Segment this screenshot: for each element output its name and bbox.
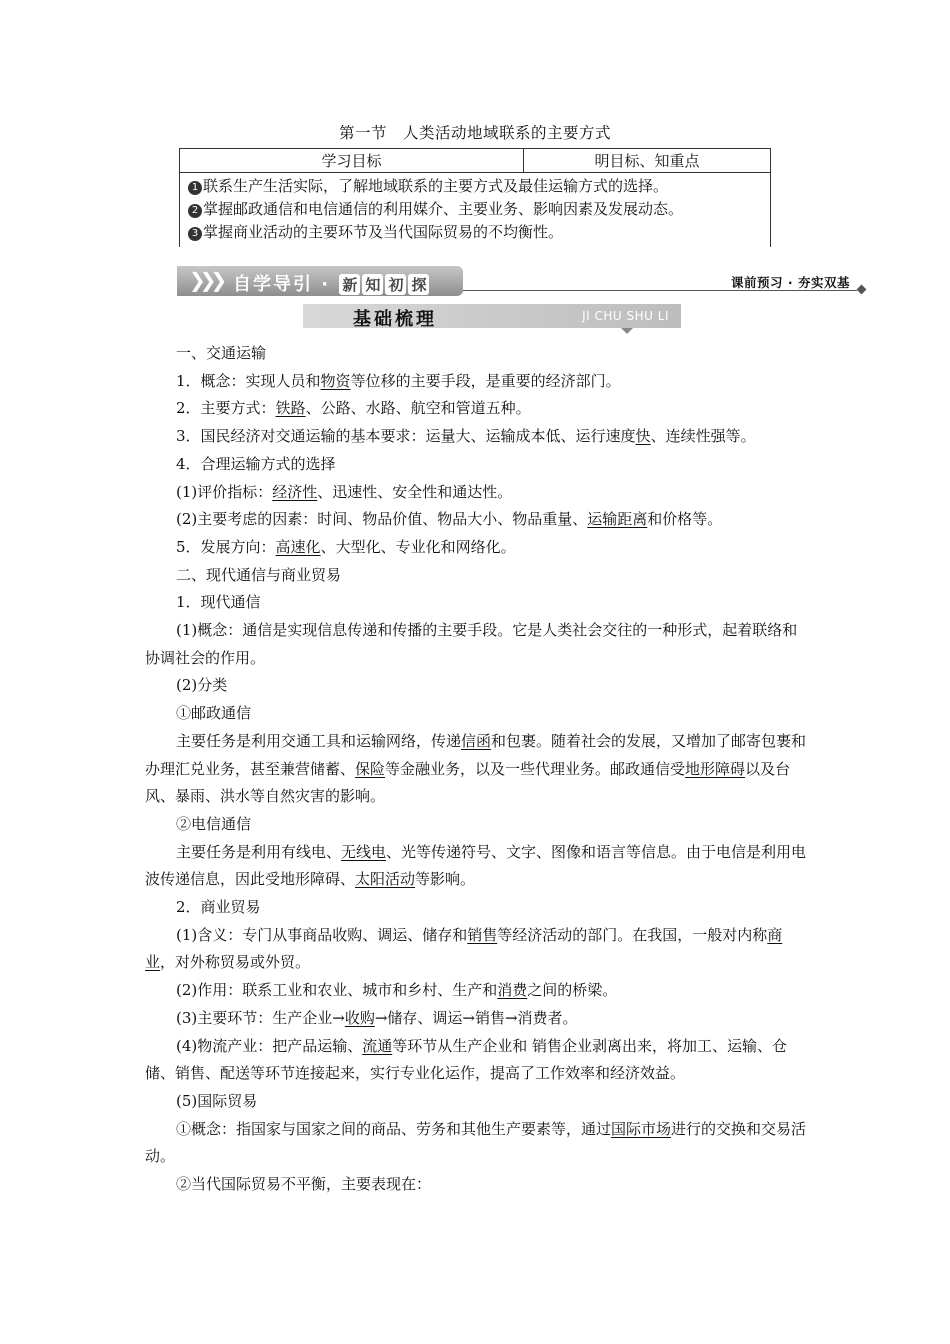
body-paragraph	[145, 423, 809, 451]
text-run: 进行的交换和交易活动。	[145, 1119, 807, 1166]
text-run: 等影响。	[415, 870, 476, 889]
text-run: ①概念：指国家与国家之间的商品、劳务和其他生产要素等，通过	[176, 1119, 612, 1138]
banner-char: 新	[339, 274, 360, 295]
banner-char: 初	[385, 274, 406, 295]
objective-item	[188, 175, 770, 198]
underlined-keyword: 运输距离	[587, 510, 648, 529]
objective-text: 掌握邮政通信和电信通信的利用媒介、主要业务、影响因素及发展动态。	[203, 200, 684, 218]
underlined-keyword: 信函	[461, 731, 492, 750]
body-paragraph	[145, 811, 809, 839]
text-run: 、光等传递符号、文字、图像和语言等信息。由于电信是利用电波传递信息，因此受地形障碍、	[145, 842, 807, 889]
text-run: 、大型化、专业化和网络化。	[320, 537, 516, 556]
underlined-keyword: 高速化	[275, 537, 321, 556]
body-paragraph	[145, 368, 809, 396]
banner-main-text: 自学导引	[233, 274, 313, 295]
text-run: (1)概念：通信是实现信息传递和传播的主要手段。它是人类社会交往的一种形式，起着联络和协调社会的作用。	[145, 621, 798, 667]
underlined-keyword: 经济性	[272, 482, 318, 501]
underlined-keyword: 快	[635, 427, 651, 446]
banner-title	[233, 270, 430, 296]
caret-down-icon	[621, 328, 633, 334]
text-run: 以及台风、暴雨、洪水等自然灾害的影响。	[145, 759, 791, 806]
text-run: (2)主要考虑的因素：时间、物品价值、物品大小、物品重量、	[176, 510, 588, 529]
objective-item	[188, 198, 770, 221]
text-run: (2)分类	[176, 676, 228, 695]
body-paragraph	[145, 1088, 809, 1116]
number-badge-icon: 1	[188, 181, 202, 195]
objectives-header-right: 明目标、知重点	[524, 149, 771, 173]
subheading-pinyin: JI CHU SHU LI	[582, 309, 669, 323]
underlined-keyword: 保险	[355, 759, 386, 778]
body-paragraph	[145, 589, 809, 617]
underlined-keyword: 国际市场	[611, 1119, 672, 1138]
text-run: 、连续性强等。	[650, 427, 756, 446]
underlined-keyword: 地形障碍	[685, 759, 746, 778]
text-run: →储存、调运→销售→消费者。	[374, 1008, 578, 1027]
text-run: 3．国民经济对交通运输的基本要求：运量大、运输成本低、运行速度	[176, 427, 636, 446]
objective-text: 掌握商业活动的主要环节及当代国际贸易的不均衡性。	[203, 223, 564, 241]
body-paragraph	[145, 1116, 809, 1171]
body-paragraph	[145, 451, 809, 479]
body-paragraph	[145, 1033, 809, 1088]
text-run: 、迅速性、安全性和通达性。	[317, 482, 513, 501]
text-run: 一、交通运输	[176, 344, 267, 362]
objectives-header-left: 学习目标	[180, 149, 524, 173]
banner-char: 探	[408, 274, 429, 295]
body-paragraph	[145, 479, 809, 507]
body-paragraph	[145, 894, 809, 922]
body-paragraph	[145, 506, 809, 534]
body-paragraph	[145, 534, 809, 562]
document-body	[145, 340, 809, 1199]
number-badge-icon: 3	[188, 227, 202, 241]
learning-objectives-table	[179, 148, 771, 247]
text-run: (1)评价指标：	[176, 482, 273, 501]
text-run: 1．现代通信	[176, 593, 261, 612]
underlined-keyword: 消费	[497, 981, 528, 1000]
body-paragraph	[145, 395, 809, 423]
subheading-bar	[303, 304, 681, 328]
underlined-keyword: 销售	[467, 925, 498, 944]
text-run: (1)含义：专门从事商品收购、调运、储存和	[176, 925, 468, 944]
underlined-keyword: 流通	[362, 1036, 393, 1055]
underlined-keyword: 太阳活动	[355, 870, 416, 889]
text-run: (2)作用：联系工业和农业、城市和乡村、生产和	[176, 981, 498, 1000]
banner-dot: ·	[321, 274, 331, 295]
text-run: 等位移的主要手段，是重要的经济部门。	[350, 371, 621, 390]
objective-item	[188, 221, 770, 244]
text-run: ②当代国际贸易不平衡，主要表现在：	[176, 1175, 432, 1194]
underlined-keyword: 收购	[344, 1008, 375, 1027]
text-run: (3)主要环节：生产企业→	[176, 1008, 345, 1027]
text-run: 2．主要方式：	[176, 399, 276, 418]
double-chevron-icon: ❯❯❯	[189, 268, 222, 292]
text-run: 等经济活动的部门。在我国，一般对内称	[497, 925, 768, 944]
number-badge-icon: 2	[188, 204, 202, 218]
body-paragraph	[145, 672, 809, 700]
subheading-title: 基础梳理	[353, 309, 437, 330]
text-run: 等金融业务，以及一些代理业务。邮政通信受	[385, 759, 686, 778]
text-run: 4．合理运输方式的选择	[176, 454, 336, 473]
text-run: 主要任务是利用交通工具和运输网络，传递	[176, 731, 462, 750]
body-paragraph	[145, 617, 809, 672]
text-run: 、公路、水路、航空和管道五种。	[305, 399, 531, 418]
underlined-keyword: 物资	[320, 371, 351, 390]
underlined-keyword: 无线电	[341, 842, 387, 861]
text-run: 2．商业贸易	[176, 898, 261, 917]
text-run: ①邮政通信	[176, 704, 252, 723]
text-run: (4)物流产业：把产品运输、	[176, 1036, 363, 1055]
banner-char: 知	[362, 274, 383, 295]
body-paragraph	[145, 922, 809, 977]
text-run: ②电信通信	[176, 814, 252, 833]
body-paragraph	[145, 1005, 809, 1033]
body-paragraph	[145, 839, 809, 894]
text-run: ，对外称贸易或外贸。	[160, 953, 311, 972]
section-banner	[177, 266, 463, 296]
text-run: 二、现代通信与商业贸易	[176, 565, 342, 584]
body-paragraph	[145, 700, 809, 728]
text-run: 和包裹。随着社会的发展，又增加了邮寄包裹和办理汇兑业务，甚至兼营储蓄、	[145, 731, 807, 778]
underlined-keyword: 铁路	[275, 399, 306, 418]
banner-right-text: 课前预习 · 夯实双基	[731, 275, 850, 290]
text-run: 等环节从生产企业和 销售企业剥离出来，将加工、运输、仓储、销售、配送等环节连接起来，实行专业化运作，提高了工作效率和经济效益。	[145, 1036, 788, 1083]
body-paragraph	[145, 977, 809, 1005]
diamond-icon	[857, 285, 867, 295]
text-run: 和价格等。	[647, 510, 723, 529]
text-run: 1．概念：实现人员和	[176, 371, 321, 390]
objective-text: 联系生产生活实际，了解地域联系的主要方式及最佳运输方式的选择。	[203, 177, 669, 195]
text-run: 主要任务是利用有线电、	[176, 842, 342, 861]
text-run: 5．发展方向：	[176, 537, 276, 556]
text-run: (5)国际贸易	[176, 1091, 258, 1110]
underlined-keyword: 商业	[145, 925, 783, 972]
body-paragraph	[145, 728, 809, 811]
body-paragraph	[145, 1171, 809, 1199]
body-paragraph	[145, 340, 809, 368]
objectives-list	[180, 173, 771, 248]
body-paragraph	[145, 562, 809, 590]
text-run: 之间的桥梁。	[527, 981, 618, 1000]
objectives-header-row	[180, 149, 771, 173]
page-title: 第一节 人类活动地域联系的主要方式	[338, 124, 611, 142]
